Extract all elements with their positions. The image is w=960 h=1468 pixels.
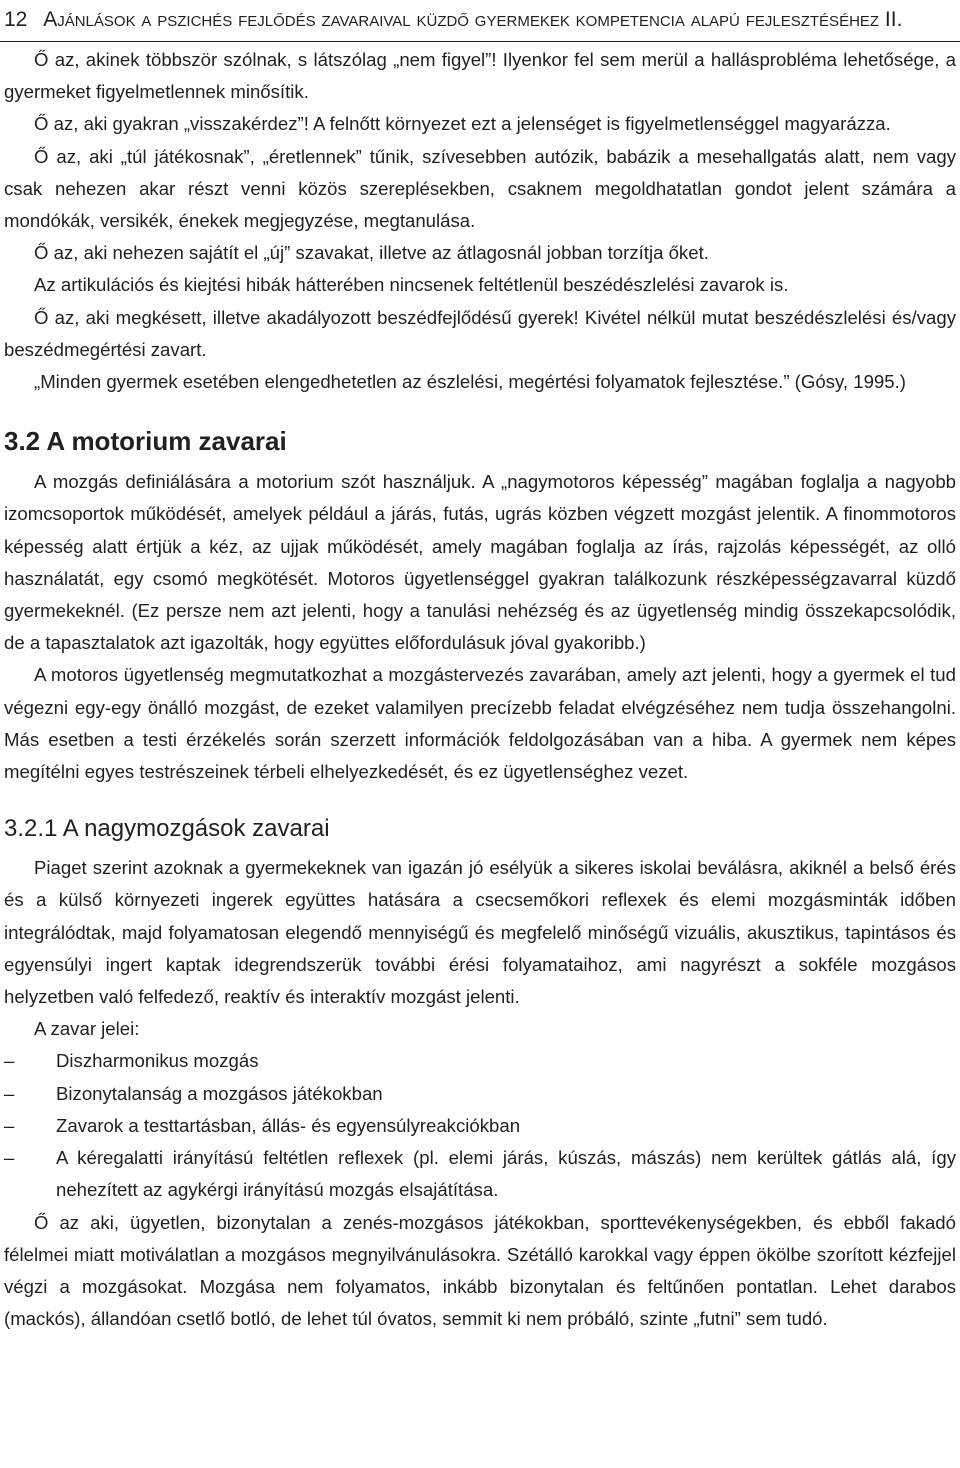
running-header (4, 0, 960, 40)
list-item-text: Diszharmonikus mozgás (56, 1050, 259, 1072)
list-item-text: Zavarok a testtartásban, állás- és egyensúlyreakciókban (56, 1114, 521, 1136)
header-rule (0, 41, 960, 42)
list-item (4, 1045, 956, 1077)
page-number: 12 (4, 8, 28, 31)
paragraph: Ő az, akinek többször szólnak, s látszólag „nem figyel”! Ilyenkor fel sem merül a hallásprobléma lehetősége, a gyermeket figyelmetlennek minősítik. (4, 49, 956, 103)
dash-bullet: – (4, 1082, 15, 1104)
paragraph: A mozgás definiálására a motorium szót használjuk. A „nagymotoros képesség” magában foglalja a nagyobb izomcsoportok működését, amelyek például a járás, futás, ugrás közben végzett mozgást jelentik. A finommotoros képesség alatt értjük a kéz, az ujjak működését, amely magában foglalja az írás, rajzolás képességét, az olló használatát, egy csomó megkötését. Motoros ügyetlenséggel gyakran találkozunk részképességzavarral küzdő gyermekeknél. (Ez persze nem azt jelenti, hogy a tanulási nehézség és az ügyetlenség mindig összekapcsolódik, de a tapasztalatok azt igazolták, hogy együttes előfordulásuk jóval gyakoribb.) (4, 471, 956, 654)
dash-bullet: – (4, 1147, 15, 1169)
paragraph: Ő az, aki gyakran „visszakérdez”! A felnőtt környezet ezt a jelenséget is figyelmetlenséggel magyarázza. (34, 113, 891, 135)
paragraph: Ő az, aki megkésett, illetve akadályozott beszédfejlődésű gyerek! Kivétel nélkül mutat beszédészlelési és/vagy beszédmegértési zavart. (4, 306, 956, 360)
list-item (4, 1078, 956, 1110)
section-heading: 3.2 A motorium zavarai (4, 426, 287, 457)
list-label: A zavar jelei: (34, 1018, 140, 1040)
list-item (4, 1142, 956, 1206)
paragraph: Ő az, aki „túl játékosnak”, „éretlennek” tűnik, szívesebben autózik, babázik a mesehallgatás alatt, nem vagy csak nehezen akar részt venni közös szereplésekben, csaknem megoldhatatlan gondot jelent számára a mondókák, versikék, énekek megjegyzése, megtanulása. (4, 145, 956, 232)
paragraph: Piaget szerint azoknak a gyermekeknek van igazán jó esélyük a sikeres iskolai beválásra, akiknél a belső érés és a külső környezeti ingerek együttes hatására a csecsemőkori reflexek és elemi mozgásminták időben integrálódtak, majd folyamatosan elegendő mennyiségű és megfelelő minőségű vizuális, akusztikus, tapintásos és egyensúlyi ingert kaptak idegrendszerük további érési folyamataihoz, ami nagyrészt a sokféle mozgásos helyzetben való felfedező, reaktív és interaktív mozgást jelenti. (4, 857, 956, 1008)
paragraph: Ő az, aki nehezen sajátít el „új” szavakat, illetve az átlagosnál jobban torzítja őket. (34, 242, 709, 264)
signs-list (4, 1045, 956, 1206)
dash-bullet: – (4, 1114, 15, 1136)
list-item-text: A kéregalatti irányítású feltétlen reflexek (pl. elemi járás, kúszás, mászás) nem kerültek gátlás alá, így nehezített az agykérgi irányítású mozgás elsajátítása. (56, 1147, 956, 1201)
list-item-text: Bizonytalanság a mozgásos játékokban (56, 1082, 383, 1104)
dash-bullet: – (4, 1050, 15, 1072)
paragraph: „Minden gyermek esetében elengedhetetlen az észlelési, megértési folyamatok fejlesztése.” (Gósy, 1995.) (34, 371, 906, 393)
document-body (4, 44, 956, 1335)
paragraph: Az artikulációs és kiejtési hibák hátterében nincsenek feltétlenül beszédészlelési zavarok is. (34, 274, 789, 296)
subsection-heading: 3.2.1 A nagymozgások zavarai (4, 815, 330, 843)
paragraph: Ő az aki, ügyetlen, bizonytalan a zenés-mozgásos játékokban, sporttevékenységekben, és ebből fakadó félelmei miatt motiválatlan a mozgásos megnyilvánulásokra. Szétálló karokkal vagy éppen ökölbe szorított kézfejjel végzi a mozgásokat. Mozgása nem folyamatos, inkább bizonytalan és feltűnően pontatlan. Lehet darabos (mackós), állandóan csetlő botló, de lehet túl óvatos, semmit ki nem próbáló, szinte „futni” sem tudó. (4, 1211, 956, 1330)
list-item (4, 1110, 956, 1142)
paragraph: A motoros ügyetlenség megmutatkozhat a mozgástervezés zavarában, amely azt jelenti, hogy a gyermek el tud végezni egy-egy önálló mozgást, de ezeket valamilyen precízebb feladat elvégzéséhez nem tudja összehangolni. Más esetben a testi érzékelés során szerzett információk feldolgozásában van a hiba. A gyermek nem képes megítélni egyes testrészeinek térbeli elhelyezkedését, és ez ügyetlenséghez vezet. (4, 664, 956, 783)
header-title: Ajánlások a pszichés fejlődés zavaraival küzdő gyermekek kompetencia alapú fejlesztéséhez II. (43, 8, 903, 31)
